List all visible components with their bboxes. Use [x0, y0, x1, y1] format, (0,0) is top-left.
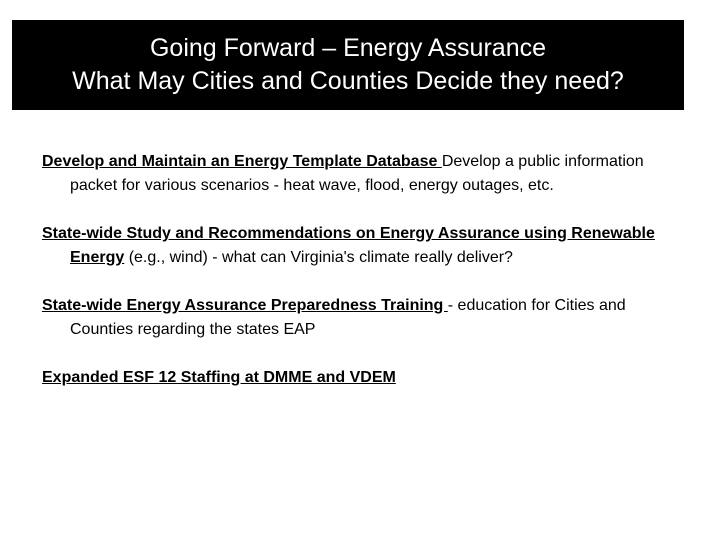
bullet-item-template-database [42, 150, 692, 198]
bullet-heading: State-wide Study and Recommendations on Energy Assurance using Renewable Energy [42, 225, 655, 266]
bullet-list [42, 150, 692, 390]
bullet-heading: State-wide Energy Assurance Preparedness Training [42, 297, 448, 314]
bullet-heading: Develop and Maintain an Energy Template Database [42, 153, 442, 170]
bullet-text: - education for Cities and Counties regarding the states EAP [70, 297, 626, 338]
bullet-text: (e.g., wind) - what can Virginia's climate really deliver? [124, 249, 513, 266]
title-line-1: Going Forward – Energy Assurance [149, 34, 547, 62]
title-line-2: What May Cities and Counties Decide they need? [72, 67, 624, 95]
bullet-text: Develop a public information packet for various scenarios - heat wave, flood, energy outages, etc. [70, 153, 644, 194]
bullet-item-renewable-study [42, 222, 692, 270]
bullet-item-preparedness-training [42, 294, 692, 342]
title-banner [12, 20, 684, 110]
bullet-item-esf12-staffing [42, 366, 692, 390]
bullet-heading: Expanded ESF 12 Staffing at DMME and VDEM [42, 369, 396, 386]
